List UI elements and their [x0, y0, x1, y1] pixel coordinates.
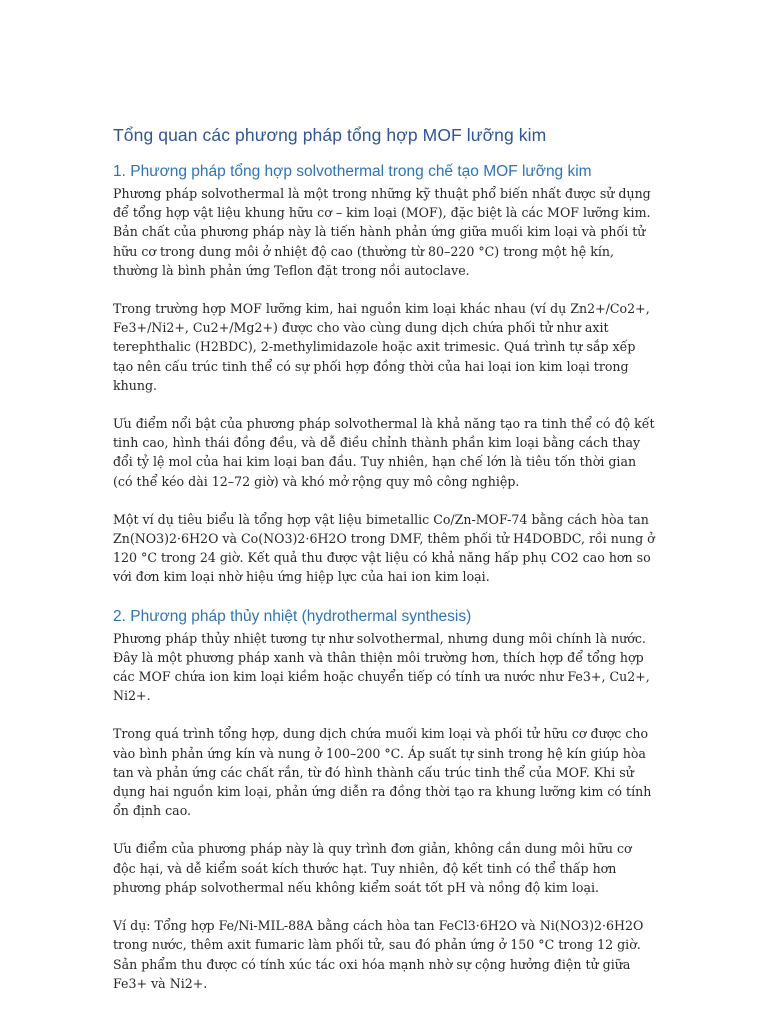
document-content	[113, 123, 658, 1012]
paragraph: Ưu điểm của phương pháp này là quy trình đơn giản, không cần dung môi hữu cơ độc hại, và dễ kiểm soát kích thước hạt. Tuy nhiên, độ kết tinh có thể thấp hơn phương pháp solvothermal nếu không kiểm soát tốt pH và nồng độ kim loại.	[113, 841, 632, 895]
paragraph: Trong trường hợp MOF lưỡng kim, hai nguồn kim loại khác nhau (ví dụ Zn2+/Co2+, Fe3+/Ni2+, Cu2+/Mg2+) được cho vào cùng dung dịch chứa phối tử như axit terephthalic (H2BDC), 2-methylimidazole hoặc axit trimesic. Quá trình tự sắp xếp tạo nên cấu trúc tinh thể có sự phối hợp đồng thời của hai loại ion kim loại trong khung.	[113, 301, 650, 393]
paragraph: Phương pháp solvothermal là một trong những kỹ thuật phổ biến nhất được sử dụng để tổng hợp vật liệu khung hữu cơ – kim loại (MOF), đặc biệt là các MOF lưỡng kim. Bản chất của phương pháp này là tiến hành phản ứng giữa muối kim loại và phối tử hữu cơ trong dung môi ở nhiệt độ cao (thường từ 80–220 °C) trong một hệ kín, thường là bình phản ứng Teflon đặt trong nồi autoclave.	[113, 186, 651, 278]
section-hydrothermal	[113, 606, 658, 993]
document-title: Tổng quan các phương pháp tổng hợp MOF lưỡng kim	[113, 125, 547, 145]
paragraph: Phương pháp thủy nhiệt tương tự như solvothermal, nhưng dung môi chính là nước. Đây là một phương pháp xanh và thân thiện môi trường hơn, thích hợp để tổng hợp các MOF chứa ion kim loại kiềm hoặc chuyển tiếp có tính ưa nước như Fe3+, Cu2+, Ni2+.	[113, 630, 650, 704]
section-solvothermal	[113, 161, 658, 587]
paragraph: Ưu điểm nổi bật của phương pháp solvothermal là khả năng tạo ra tinh thể có độ kết tinh cao, hình thái đồng đều, và dễ điều chỉnh thành phần kim loại bằng cách thay đổi tỷ lệ mol của hai kim loại ban đầu. Tuy nhiên, hạn chế lớn là tiêu tốn thời gian (có thể kéo dài 12–72 giờ) và khó mở rộng quy mô công nghiệp.	[113, 416, 655, 489]
paragraph: Trong quá trình tổng hợp, dung dịch chứa muối kim loại và phối tử hữu cơ được cho vào bình phản ứng kín và nung ở 100–200 °C. Áp suất tự sinh trong hệ kín giúp hòa tan và phản ứng các chất rắn, từ đó hình thành cấu trúc tinh thể của MOF. Khi sử dụng hai nguồn kim loại, phản ứng diễn ra đồng thời tạo ra khung lưỡng kim có tính ổn định cao.	[113, 726, 652, 819]
paragraph: Một ví dụ tiêu biểu là tổng hợp vật liệu bimetallic Co/Zn-MOF-74 bằng cách hòa tan Zn(NO3)2·6H2O và Co(NO3)2·6H2O trong DMF, thêm phối tử H4DOBDC, rồi nung ở 120 °C trong 24 giờ. Kết quả thu được vật liệu có khả năng hấp phụ CO2 cao hơn so với đơn kim loại nhờ hiệu ứng hiệp lực của hai ion kim loại.	[113, 511, 655, 585]
section-heading: 2. Phương pháp thủy nhiệt (hydrothermal synthesis)	[113, 607, 472, 625]
paragraph: Ví dụ: Tổng hợp Fe/Ni-MIL-88A bằng cách hòa tan FeCl3·6H2O và Ni(NO3)2·6H2O trong nước, thêm axit fumaric làm phối tử, sau đó phản ứng ở 150 °C trong 12 giờ. Sản phẩm thu được có tính xúc tác oxi hóa mạnh nhờ sự cộng hưởng điện tử giữa Fe3+ và Ni2+.	[113, 918, 644, 991]
section-heading: 1. Phương pháp tổng hợp solvothermal trong chế tạo MOF lưỡng kim	[113, 163, 592, 180]
